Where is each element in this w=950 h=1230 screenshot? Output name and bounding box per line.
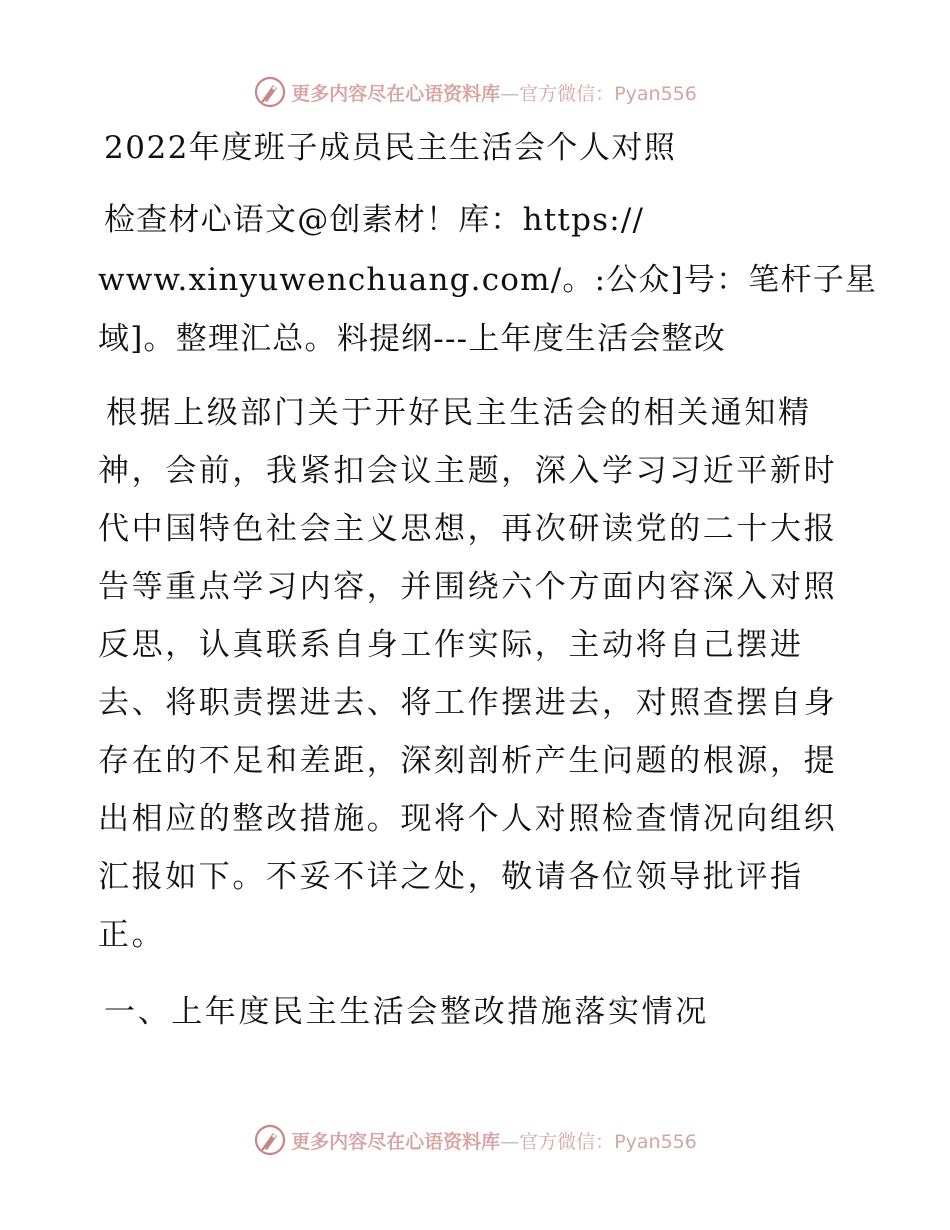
paragraph-line: 代中国特色社会主义思想，再次研读党的二十大报 [98, 511, 838, 547]
paragraph-line: 去、将职责摆进去、将工作摆进去，对照查摆自身 [98, 685, 838, 721]
banner-dash: — [500, 1130, 520, 1153]
pen-nib-logo-icon [253, 1123, 287, 1157]
banner-slogan: 更多内容尽在心语资料库 [291, 1130, 501, 1153]
banner-wechat-id: Pyan556 [614, 1130, 697, 1153]
paragraph-line: 告等重点学习内容，并围绕六个方面内容深入对照 [98, 569, 838, 605]
section-heading: 一、上年度民主生活会整改措施落实情况 [104, 994, 709, 1030]
paragraph-line: 出相应的整改措施。现将个人对照检查情况向组织 [98, 801, 838, 837]
header-banner [0, 70, 950, 114]
document-title: 2022年度班子成员民主生活会个人对照 [104, 130, 677, 166]
paragraph-line: 存在的不足和差距，深刻剖析产生问题的根源，提 [98, 743, 838, 779]
paragraph-line: 正。 [98, 917, 166, 953]
intro-line-3: 域]。整理汇总。料提纲---上年度生活会整改 [98, 321, 726, 357]
intro-line-1: 检查材心语文@创素材！库：https:// [104, 202, 645, 238]
pen-nib-logo-icon [253, 75, 287, 109]
banner-slogan: 更多内容尽在心语资料库 [291, 82, 501, 105]
banner-wechat-label: 官方微信： [519, 1130, 615, 1153]
paragraph-line: 根据上级部门关于开好民主生活会的相关通知精 [106, 395, 812, 431]
intro-line-2: www.xinyuwenchuang.com/。:公众]号：笔杆子星 [98, 262, 878, 298]
paragraph-line: 汇报如下。不妥不详之处，敬请各位领导批评指 [98, 859, 804, 895]
paragraph-line: 神，会前，我紧扣会议主题，深入学习习近平新时 [98, 453, 838, 489]
banner-wechat-label: 官方微信： [519, 82, 615, 105]
banner-text [291, 79, 697, 106]
footer-banner [0, 1118, 950, 1162]
banner-text [291, 1127, 697, 1154]
banner-wechat-id: Pyan556 [614, 82, 697, 105]
banner-dash: — [500, 82, 520, 105]
paragraph-line: 反思，认真联系自身工作实际，主动将自己摆进 [98, 627, 804, 663]
